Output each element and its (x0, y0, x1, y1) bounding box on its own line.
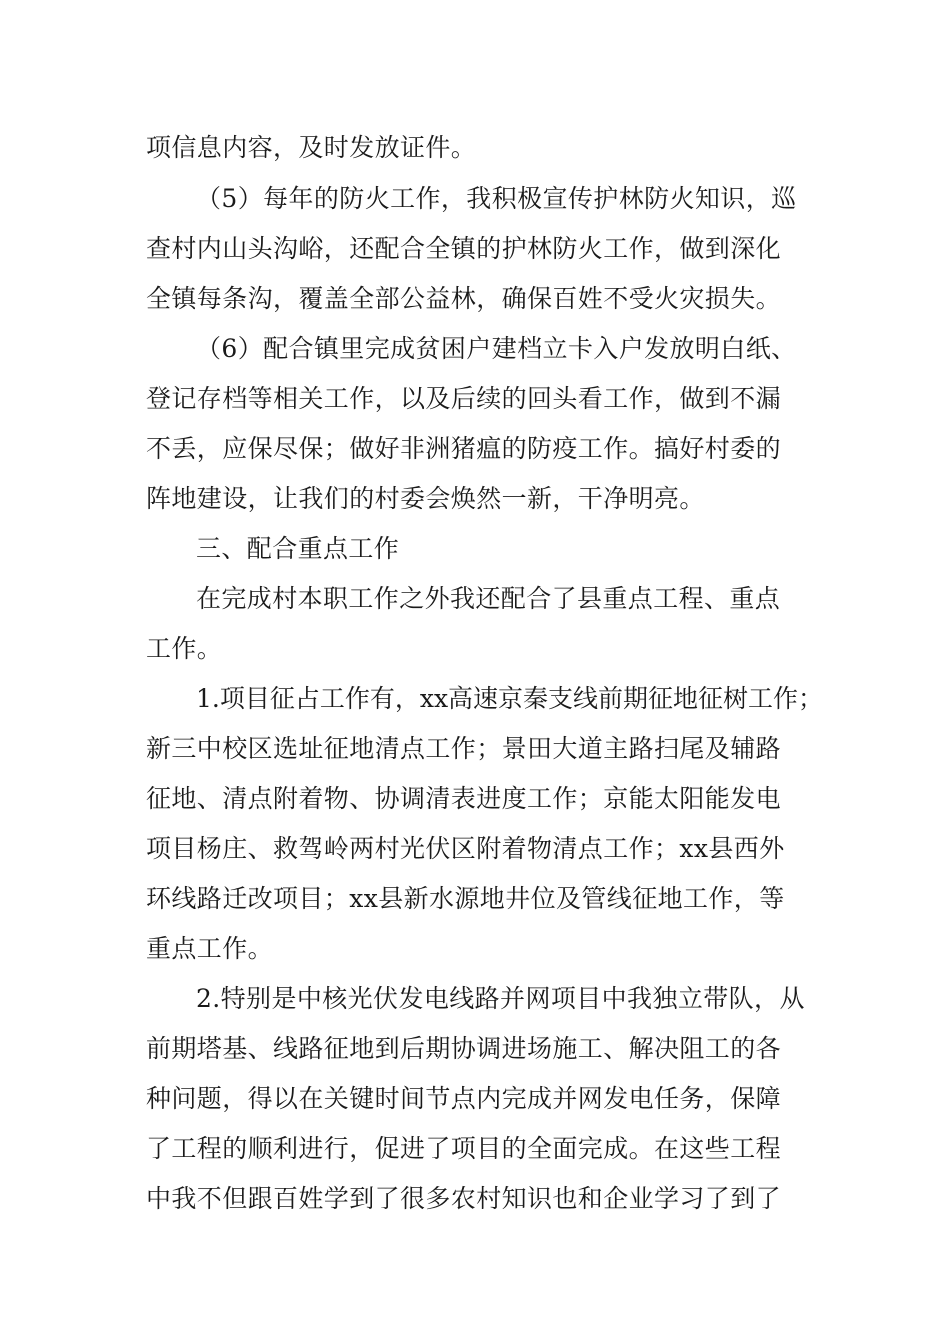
text-line: 不丢，应保尽保；做好非洲猪瘟的防疫工作。搞好村委的 (146, 434, 782, 463)
text-line: 在完成村本职工作之外我还配合了县重点工程、重点 (196, 584, 781, 613)
text-line: 阵地建设，让我们的村委会焕然一新，干净明亮。 (146, 484, 705, 513)
text-line: 重点工作。 (146, 934, 274, 963)
text-line: 前期塔基、线路征地到后期协调进场施工、解决阻工的各 (146, 1034, 782, 1063)
text-line: 环线路迁改项目；xx县新水源地井位及管线征地工作，等 (146, 884, 785, 913)
text-line: 登记存档等相关工作，以及后续的回头看工作，做到不漏 (146, 384, 782, 413)
text-line: 全镇每条沟，覆盖全部公益林，确保百姓不受火灾损失。 (146, 284, 782, 313)
text-line: （5）每年的防火工作，我积极宣传护林防火知识，巡 (196, 184, 797, 213)
text-line: 工作。 (146, 634, 223, 663)
text-line: 了工程的顺利进行，促进了项目的全面完成。在这些工程 (146, 1134, 782, 1163)
text-line: 项信息内容，及时发放证件。 (146, 133, 477, 162)
text-line: 1.项目征占工作有，xx高速京秦支线前期征地征树工作； (196, 684, 824, 713)
text-line: （6）配合镇里完成贫困户建档立卡入户发放明白纸、 (196, 334, 797, 363)
text-line: 种问题，得以在关键时间节点内完成并网发电任务，保障 (146, 1084, 782, 1113)
text-line: 中我不但跟百姓学到了很多农村知识也和企业学习了到了 (146, 1184, 782, 1213)
section-heading: 三、配合重点工作 (196, 534, 400, 563)
text-line: 征地、清点附着物、协调清表进度工作；京能太阳能发电 (146, 784, 782, 813)
text-line: 查村内山头沟峪，还配合全镇的护林防火工作，做到深化 (146, 234, 782, 263)
text-line: 项目杨庄、救驾岭两村光伏区附着物清点工作；xx县西外 (146, 834, 785, 863)
text-line: 2.特别是中核光伏发电线路并网项目中我独立带队，从 (196, 984, 805, 1013)
text-line: 新三中校区选址征地清点工作；景田大道主路扫尾及辅路 (146, 734, 782, 763)
